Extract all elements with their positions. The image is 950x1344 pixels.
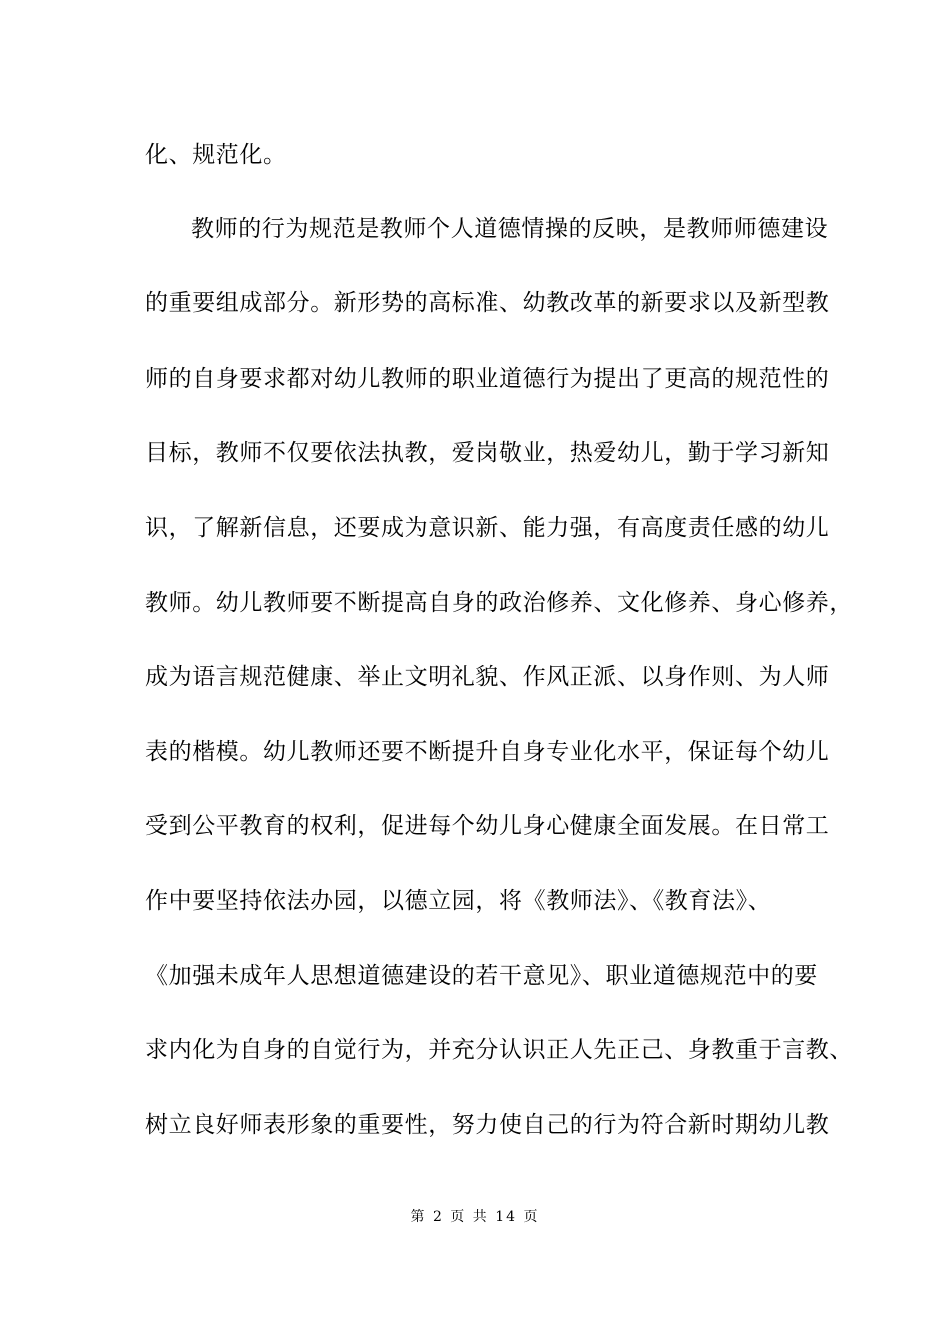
body-text-line: 的重要组成部分。新形势的高标准、幼教改革的新要求以及新型教 <box>145 290 830 316</box>
paragraph-first-line: 教师的行为规范是教师个人道德情操的反映，是教师师德建设 <box>191 216 829 242</box>
body-text-line: 化、规范化。 <box>145 142 287 168</box>
body-text-line: 师的自身要求都对幼儿教师的职业道德行为提出了更高的规范性的 <box>145 366 830 392</box>
body-text-line: 作中要坚持依法办园，以德立园，将《教师法》、《教育法》、 <box>145 888 772 914</box>
body-text-line: 树立良好师表形象的重要性，努力使自己的行为符合新时期幼儿教 <box>145 1112 830 1138</box>
body-text-line: 教师。幼儿教师要不断提高自身的政治修养、文化修养、身心修养， <box>145 590 853 616</box>
body-text-line: 表的楷模。幼儿教师还要不断提升自身专业化水平，保证每个幼儿 <box>145 739 830 765</box>
body-text-line: 目标，教师不仅要依法执教，爱岗敬业，热爱幼儿，勤于学习新知 <box>145 440 830 466</box>
body-text-line: 《加强未成年人思想道德建设的若干意见》、职业道德规范中的要 <box>145 963 818 989</box>
body-text-line: 受到公平教育的权利，促进每个幼儿身心健康全面发展。在日常工 <box>145 813 830 839</box>
page-number-footer: 第 2 页 共 14 页 <box>410 1209 540 1225</box>
body-text-line: 成为语言规范健康、举止文明礼貌、作风正派、以身作则、为人师 <box>145 664 830 690</box>
body-text-line: 识，了解新信息，还要成为意识新、能力强，有高度责任感的幼儿 <box>145 515 830 541</box>
body-text-line: 求内化为自身的自觉行为，并充分认识正人先正己、身教重于言教、 <box>145 1037 853 1063</box>
